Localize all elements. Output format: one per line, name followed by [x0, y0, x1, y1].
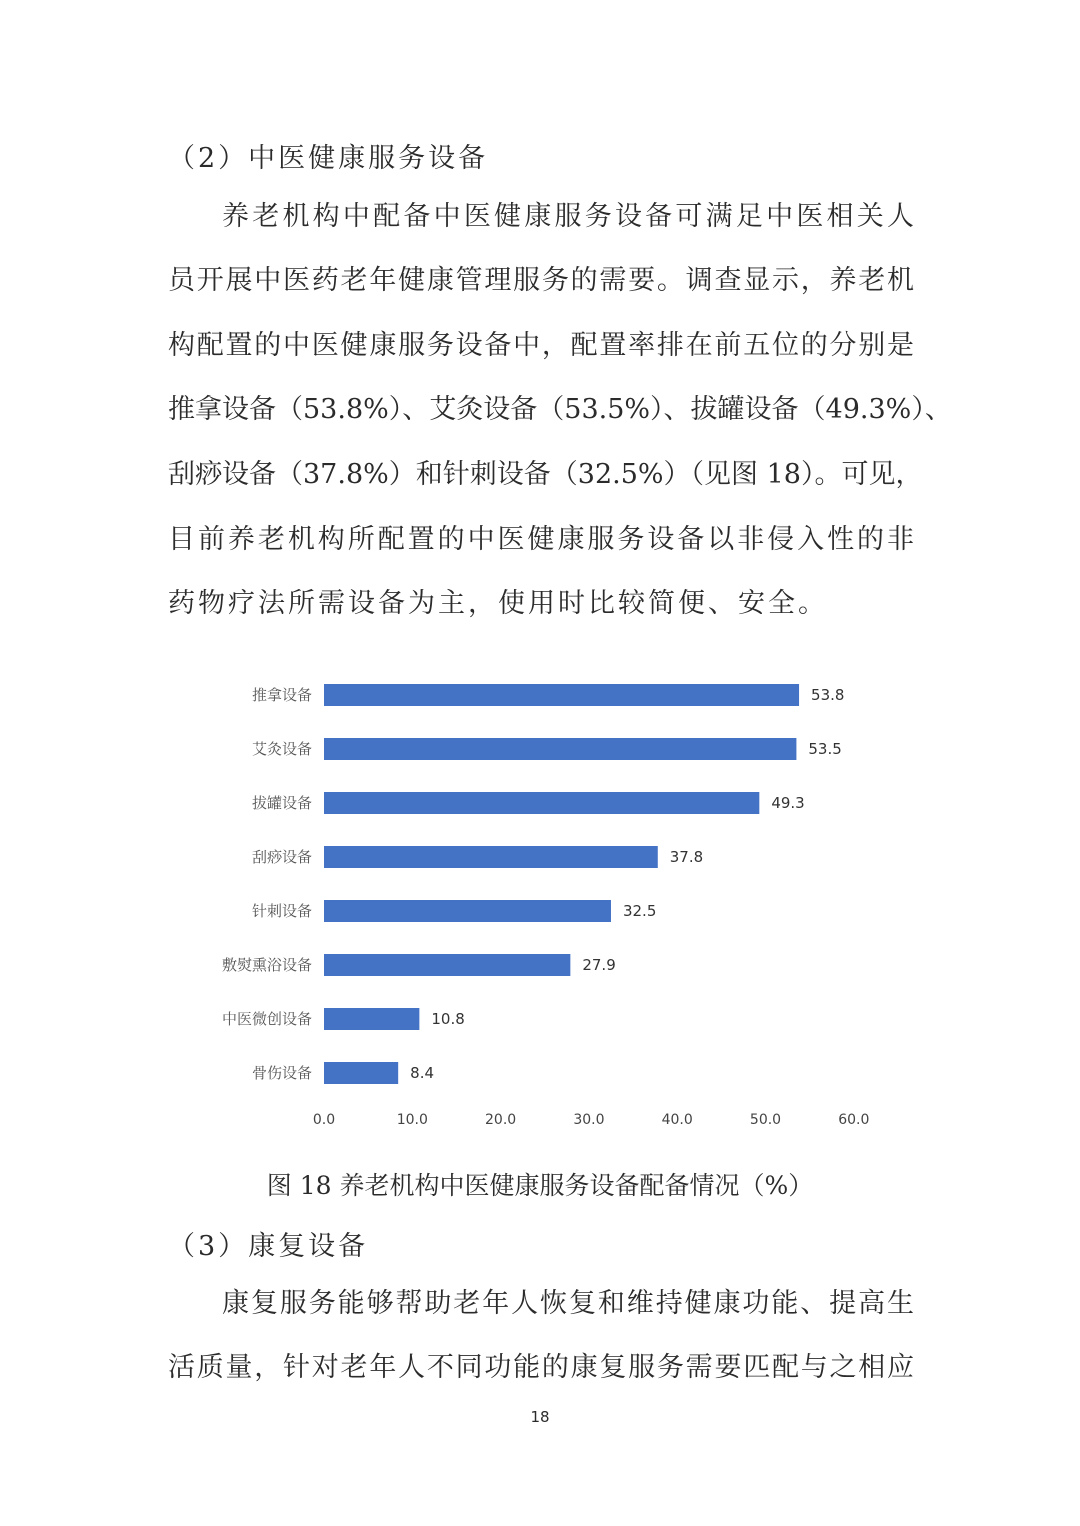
- chart-bar: [324, 900, 611, 922]
- chart-value-label: 8.4: [410, 1064, 435, 1082]
- chart-x-tick-label: 60.0: [838, 1112, 870, 1128]
- paragraph-line: 养老机构中配备中医健康服务设备可满足中医相关人: [222, 201, 914, 232]
- chart-category-label: 推拿设备: [251, 686, 312, 704]
- chart-value-label: 27.9: [582, 956, 616, 974]
- figure-caption: 图 18 养老机构中医健康服务设备配备情况（%）: [266, 1171, 814, 1200]
- chart-value-label: 53.5: [808, 740, 842, 758]
- chart-bar: [324, 738, 796, 760]
- section-heading-tcm-equipment: （2）中医健康服务设备: [168, 143, 489, 174]
- chart-value-label: 10.8: [431, 1010, 465, 1028]
- paragraph-line: 推拿设备（53.8%）、艾灸设备（53.5%）、拔罐设备（49.3%）、: [168, 394, 952, 425]
- chart-bar: [324, 1062, 398, 1084]
- chart-category-label: 拔罐设备: [251, 794, 312, 812]
- section-heading-rehab-equipment: （3）康复设备: [168, 1231, 369, 1262]
- chart-x-tick-label: 40.0: [661, 1112, 693, 1128]
- chart-value-label: 53.8: [811, 686, 845, 704]
- chart-value-label: 49.3: [771, 794, 805, 812]
- paragraph-line: 员开展中医药老年健康管理服务的需要。调查显示，养老机: [168, 265, 914, 296]
- paragraph-line: 构配置的中医健康服务设备中，配置率排在前五位的分别是: [168, 330, 914, 361]
- paragraph-line: 目前养老机构所配置的中医健康服务设备以非侵入性的非: [168, 524, 914, 555]
- page-number: 18: [530, 1408, 550, 1426]
- paragraph-line: 刮痧设备（37.8%）和针刺设备（32.5%）（见图 18）。可见，: [168, 459, 923, 490]
- paragraph-line: 康复服务能够帮助老年人恢复和维持健康功能、提高生: [222, 1288, 914, 1319]
- chart-bar: [324, 954, 570, 976]
- chart-category-label: 中医微创设备: [221, 1010, 312, 1028]
- chart-x-tick-label: 0.0: [312, 1112, 336, 1128]
- chart-category-label: 针刺设备: [251, 902, 312, 920]
- chart-x-tick-label: 20.0: [485, 1112, 517, 1128]
- chart-bar: [324, 792, 759, 814]
- paragraph-line: 药物疗法所需设备为主，使用时比较简便、安全。: [168, 588, 828, 619]
- chart-value-label: 37.8: [669, 848, 704, 866]
- chart-bar: [324, 684, 799, 706]
- chart-category-label: 艾灸设备: [251, 740, 312, 758]
- chart-bar: [324, 1008, 419, 1030]
- chart-category-label: 刮痧设备: [251, 848, 312, 866]
- chart-x-tick-label: 30.0: [573, 1112, 605, 1128]
- paragraph-line: 活质量，针对老年人不同功能的康复服务需要匹配与之相应: [168, 1352, 914, 1383]
- chart-category-label: 敷熨熏浴设备: [221, 956, 312, 974]
- chart-bar: [324, 846, 658, 868]
- chart-x-tick-label: 10.0: [396, 1112, 428, 1128]
- chart-value-label: 32.5: [622, 902, 657, 920]
- chart-x-tick-label: 50.0: [749, 1112, 782, 1128]
- chart-category-label: 骨伤设备: [251, 1064, 312, 1082]
